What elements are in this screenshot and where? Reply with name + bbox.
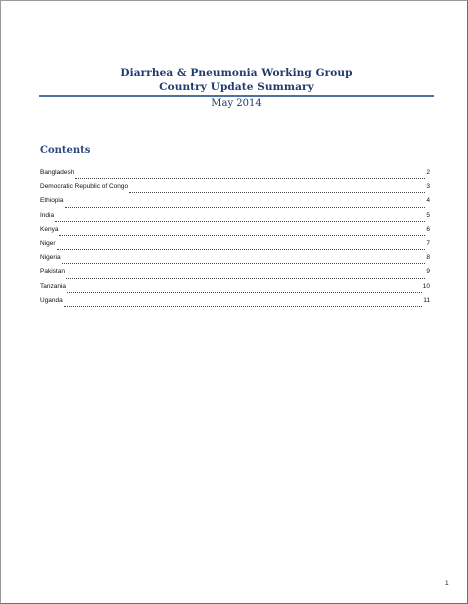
toc-entry-page: 7: [426, 239, 430, 247]
toc-entry-page: 5: [426, 211, 430, 219]
toc-entry-niger[interactable]: [40, 240, 430, 254]
toc-entry-page: 4: [426, 197, 430, 205]
toc-leader-dots: [59, 235, 425, 236]
toc-entry-name: Pakistan: [40, 268, 65, 276]
toc-entry-bangladesh[interactable]: [40, 169, 430, 183]
toc-leader-dots: [129, 192, 425, 193]
toc-entry-page: 3: [426, 183, 430, 191]
toc-entry-page: 11: [423, 296, 430, 304]
table-of-contents: [40, 169, 430, 311]
toc-entry-name: Ethiopia: [40, 197, 64, 205]
page-number: 1: [445, 580, 449, 587]
toc-leader-dots: [55, 221, 425, 222]
toc-leader-dots: [57, 249, 426, 250]
toc-leader-dots: [75, 178, 425, 179]
toc-entry-name: Nigeria: [40, 254, 61, 262]
toc-entry-kenya[interactable]: [40, 226, 430, 240]
toc-entry-page: 9: [426, 268, 430, 276]
toc-leader-dots: [67, 292, 422, 293]
document-subtitle: Country Update Summary: [159, 81, 314, 93]
toc-entry-name: Tanzania: [40, 282, 67, 290]
toc-leader-dots: [65, 207, 426, 208]
contents-heading: Contents: [40, 145, 91, 156]
toc-entry-page: 8: [426, 254, 430, 262]
toc-leader-dots: [66, 278, 425, 279]
toc-entry-page: 2: [426, 169, 430, 176]
toc-entry-name: Democratic Republic of Congo: [40, 183, 129, 191]
toc-entry-drc[interactable]: [40, 183, 430, 197]
toc-entry-name: Kenya: [40, 225, 59, 233]
toc-entry-pakistan[interactable]: [40, 268, 430, 282]
document-title: Diarrhea & Pneumonia Working Group: [120, 67, 353, 79]
toc-entry-page: 6: [426, 225, 430, 233]
toc-entry-nigeria[interactable]: [40, 254, 430, 268]
toc-leader-dots: [62, 263, 426, 264]
document-date: May 2014: [211, 98, 262, 109]
toc-entry-page: 10: [422, 282, 430, 290]
toc-entry-ethiopia[interactable]: [40, 197, 430, 211]
toc-leader-dots: [64, 306, 422, 307]
toc-entry-uganda[interactable]: [40, 297, 430, 311]
toc-entry-tanzania[interactable]: [40, 283, 430, 297]
toc-entry-india[interactable]: [40, 212, 430, 226]
toc-entry-name: Bangladesh: [40, 169, 75, 176]
toc-entry-name: Niger: [40, 239, 56, 247]
toc-entry-name: Uganda: [40, 296, 63, 304]
title-block: [39, 66, 434, 110]
toc-entry-name: India: [40, 211, 55, 219]
